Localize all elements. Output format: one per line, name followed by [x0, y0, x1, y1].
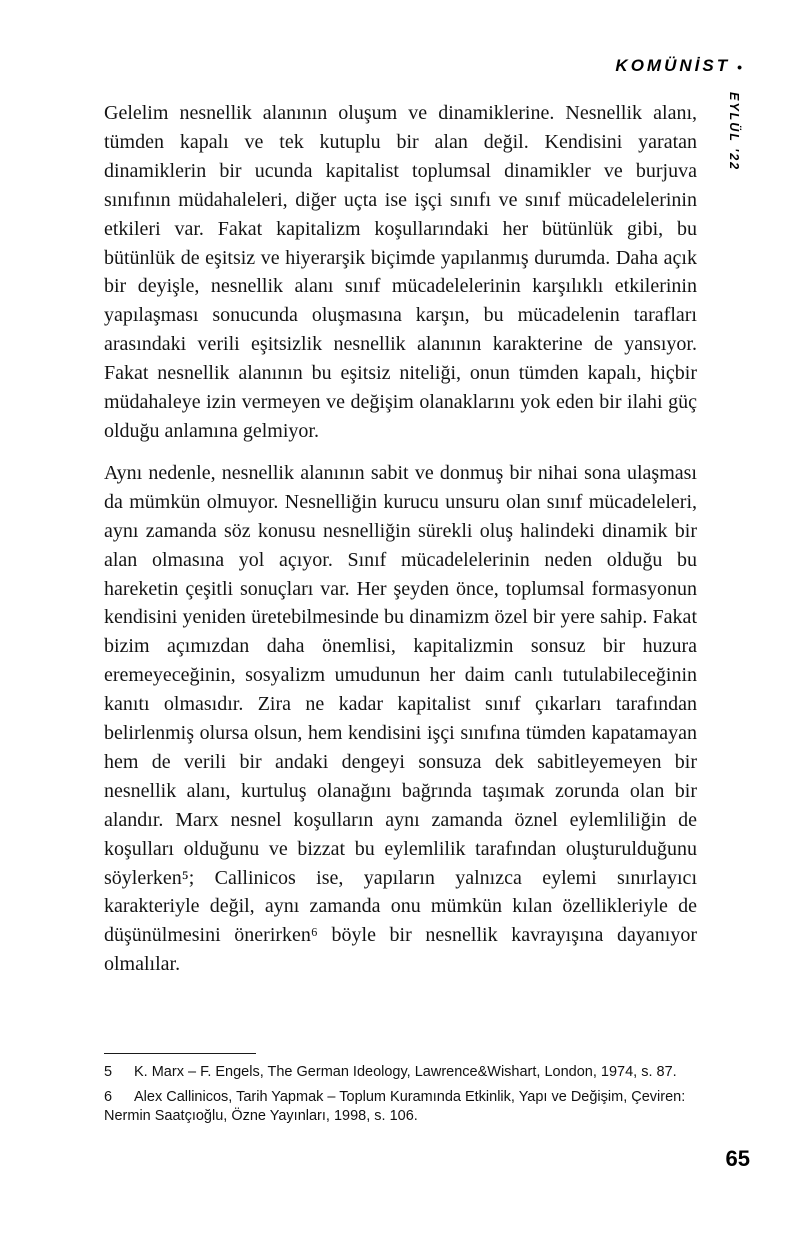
footnote — [104, 1088, 698, 1127]
footnote-divider — [104, 1053, 256, 1054]
article-body — [104, 99, 697, 992]
article-paragraph: Gelelim nesnellik alanının oluşum ve dinamiklerine. Nesnellik alanı, tümden kapalı ve tek kutuplu bir alan değil. Kendisini yaratan dinamiklerin bir ucunda kapitalist toplumsal dinamikler ve burjuva sınıfının müdahaleleri, diğer uçta ise işçi sınıfı ve sınıf mücadelelerinin etkileri var. Fakat kapitalizm koşullarındaki her bütünlük gibi, bu bütünlük de eşitsiz ve hiyerarşik biçimde yapılanmış durumda. Daha açık bir deyişle, nesnellik alanı sınıf mücadelelerinin karşılıklı etkilerinin yapılaşması sonucunda oluşmasına karşın, bu mücadelenin tarafları arasındaki verili eşitsizlik nesnellik alanının karakterine de yansıyor. Fakat nesnellik alanının bu eşitsiz niteliği, onun tümden kapalı, hiçbir müdahaleye izin vermeyen ve değişim olanaklarını yok eden bir ilahi güç olduğu anlamına gelmiyor. — [104, 102, 697, 442]
issue-date: EYLÜL '22 — [727, 92, 741, 172]
masthead — [615, 56, 742, 76]
footnote-text: Alex Callinicos, Tarih Yapmak – Toplum Kuramında Etkinlik, Yapı ve Değişim, Çeviren: Nermin Saatçıoğlu, Özne Yayınları, 1998, s. 106. — [104, 1088, 686, 1124]
footnotes-section — [104, 1053, 698, 1132]
page-number: 65 — [725, 1146, 750, 1171]
footnote — [104, 1063, 698, 1083]
footnote-text: K. Marx – F. Engels, The German Ideology, Lawrence&Wishart, London, 1974, s. 87. — [134, 1064, 677, 1080]
magazine-title: KOMÜNİST — [615, 56, 731, 75]
bullet-icon: • — [737, 59, 742, 75]
footnote-number: 6 — [104, 1088, 113, 1105]
article-paragraph: Aynı nedenle, nesnellik alanının sabit ve donmuş bir nihai sona ulaşması da mümkün olmuyor. Nesnelliğin kurucu unsuru olan sınıf mücadeleleri, aynı zamanda söz konusu nesnelliğin sürekli oluş halindeki dinamik bir alan olmasına yol açıyor. Sınıf mücadelelerinin neden olduğu bu hareketin çeşitli sonuçları var. Her şeyden önce, toplumsal formasyonun kendisini yeniden üretebilmesinde bu dinamizm özel bir yere sahip. Fakat bizim açımızdan daha önemlisi, kapitalizmin sonsuz bir huzura eremeyeceğinin, sosyalizm umudunun her daim canlı tutulabileceğinin kanıtı olmasıdır. Zira ne kadar kapitalist sınıf çıkarları tarafından belirlenmiş olursa olsun, hem kendisini işçi sınıfına tümden kapatamayan hem de verili bir andaki dengeyi sonsuza dek sabitleyemeyen bir nesnellik alanı, kurtuluş olanağını bağrında taşımak zorunda olan bir alandır. Marx nesnel koşulların aynı zamanda öznel eylemliliğin de koşulları olduğunu ve bizzat bu eylemlilik tarafından oluşturulduğunu söylerken⁵; Callinicos ise, yapıların yalnızca eylemi sınırlayıcı karakteriyle değil, aynı zamanda onu mümkün kılan özellikleriyle de düşünülmesini önerirken⁶ böyle bir nesnellik kavrayışına dayanıyor olmalılar. — [104, 461, 697, 976]
footnote-number: 5 — [104, 1064, 113, 1080]
